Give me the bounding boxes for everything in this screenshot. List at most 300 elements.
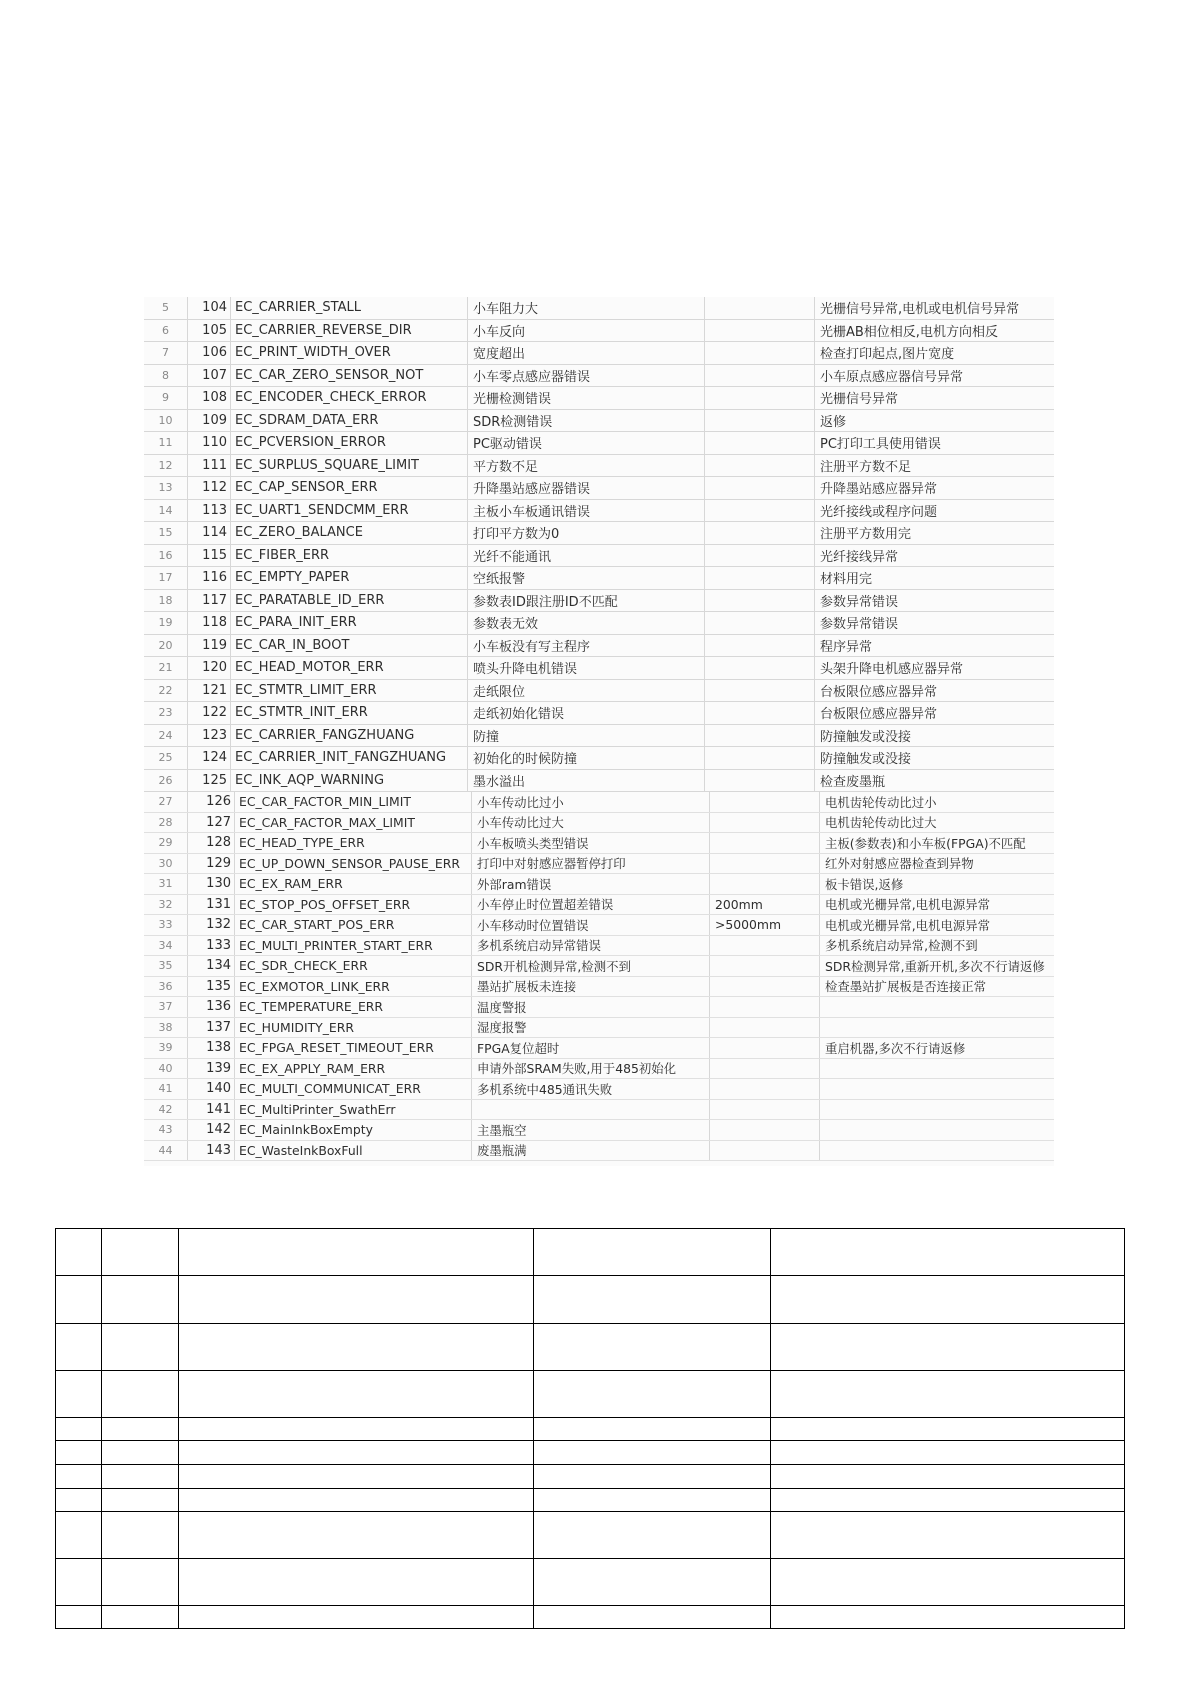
cell-solution: 光纤接线异常 [814, 545, 1054, 567]
cell-name: EC_HUMIDITY_ERR [234, 1018, 471, 1038]
cell-rn: 15 [144, 522, 188, 544]
empty-cell [56, 1276, 102, 1324]
cell-code: 106 [202, 345, 227, 361]
empty-cell [534, 1371, 771, 1418]
empty-cell [179, 1324, 534, 1371]
cell-desc: 光栅检测错误 [467, 387, 704, 409]
empty-cell [534, 1441, 771, 1465]
table-row [144, 500, 1054, 523]
cell-solution [819, 997, 1054, 1017]
cell-name: EC_EXMOTOR_LINK_ERR [234, 977, 471, 997]
empty-cell [56, 1418, 102, 1441]
cell-rn: 18 [144, 590, 188, 612]
cell-solution: 检查废墨瓶 [814, 770, 1054, 792]
empty-cell [179, 1418, 534, 1441]
cell-code: 105 [202, 322, 227, 338]
cell-code: 125 [202, 772, 227, 788]
cell-solution: 多机系统启动异常,检测不到 [819, 936, 1054, 956]
cell-name: EC_FPGA_RESET_TIMEOUT_ERR [234, 1038, 471, 1058]
cell-rn: 10 [144, 410, 188, 432]
cell-desc: 多机系统启动异常错误 [471, 936, 709, 956]
cell-solution: 程序异常 [814, 635, 1054, 657]
cell-desc: 走纸初始化错误 [467, 702, 704, 724]
cell-solution: 红外对射感应器检查到异物 [819, 854, 1054, 874]
cell-solution: 防撞触发或没接 [814, 725, 1054, 747]
cell-desc: SDR检测错误 [467, 410, 704, 432]
cell-solution: 注册平方数用完 [814, 522, 1054, 544]
empty-cell [771, 1489, 1125, 1512]
cell-name: EC_MainInkBoxEmpty [234, 1120, 471, 1140]
cell-name: EC_MultiPrinter_SwathErr [234, 1100, 471, 1120]
table-row [144, 1038, 1054, 1059]
table-row [144, 477, 1054, 500]
cell-desc: 打印平方数为0 [467, 522, 704, 544]
cell-solution: 电机齿轮传动比过大 [819, 813, 1054, 833]
cell-name: EC_SDRAM_DATA_ERR [230, 410, 467, 432]
cell-rn: 21 [144, 657, 188, 679]
cell-extra [709, 1059, 819, 1079]
cell-code: 116 [202, 570, 227, 586]
cell-extra: >5000mm [709, 915, 819, 935]
cell-extra [704, 657, 814, 679]
cell-desc: PC驱动错误 [467, 432, 704, 454]
cell-rn: 34 [144, 936, 188, 956]
table-row [144, 1120, 1054, 1141]
cell-code: 129 [206, 855, 231, 871]
cell-name: EC_CARRIER_STALL [230, 297, 467, 319]
cell-solution: 防撞触发或没接 [814, 747, 1054, 769]
empty-cell [102, 1229, 179, 1276]
empty-cell [771, 1559, 1125, 1606]
cell-code: 104 [202, 300, 227, 316]
cell-solution: 台板限位感应器异常 [814, 702, 1054, 724]
table-row [56, 1465, 1125, 1489]
cell-code: 118 [202, 615, 227, 631]
cell-rn: 38 [144, 1018, 188, 1038]
cell-extra: 200mm [709, 895, 819, 915]
empty-cell [771, 1606, 1125, 1629]
cell-solution: 光栅信号异常 [814, 387, 1054, 409]
cell-desc: 湿度报警 [471, 1018, 709, 1038]
cell-name: EC_PRINT_WIDTH_OVER [230, 342, 467, 364]
cell-desc: 喷头升降电机错误 [467, 657, 704, 679]
table-row [144, 590, 1054, 613]
cell-code: 141 [206, 1101, 231, 1117]
cell-solution: PC打印工具使用错误 [814, 432, 1054, 454]
cell-rn: 11 [144, 432, 188, 454]
cell-code: 109 [202, 412, 227, 428]
cell-extra [709, 936, 819, 956]
cell-code: 123 [202, 727, 227, 743]
cell-extra [709, 1100, 819, 1120]
empty-cell [56, 1465, 102, 1489]
cell-rn: 16 [144, 545, 188, 567]
cell-name: EC_PARATABLE_ID_ERR [230, 590, 467, 612]
empty-cell [56, 1441, 102, 1465]
empty-cell [771, 1324, 1125, 1371]
cell-name: EC_PARA_INIT_ERR [230, 612, 467, 634]
cell-extra [704, 567, 814, 589]
empty-cell [102, 1324, 179, 1371]
cell-rn: 37 [144, 997, 188, 1017]
cell-extra [704, 747, 814, 769]
table-row [144, 725, 1054, 748]
table-row [144, 956, 1054, 977]
cell-extra [709, 792, 819, 812]
cell-rn: 22 [144, 680, 188, 702]
table-row [144, 833, 1054, 854]
empty-cell [102, 1418, 179, 1441]
cell-extra [704, 432, 814, 454]
table-row [56, 1441, 1125, 1465]
cell-solution: 台板限位感应器异常 [814, 680, 1054, 702]
cell-name: EC_UART1_SENDCMM_ERR [230, 500, 467, 522]
table-row [144, 1059, 1054, 1080]
table-row [56, 1418, 1125, 1441]
empty-cell [534, 1324, 771, 1371]
cell-code: 124 [202, 750, 227, 766]
cell-rn: 35 [144, 956, 188, 976]
cell-code: 110 [202, 435, 227, 451]
empty-cell [534, 1418, 771, 1441]
cell-solution: 主板(参数表)和小车板(FPGA)不匹配 [819, 833, 1054, 853]
cell-code: 107 [202, 367, 227, 383]
cell-desc: 外部ram错误 [471, 874, 709, 894]
cell-extra [704, 770, 814, 792]
table-row [144, 342, 1054, 365]
cell-rn: 28 [144, 813, 188, 833]
empty-cell [771, 1441, 1125, 1465]
cell-desc: 平方数不足 [467, 455, 704, 477]
cell-rn: 41 [144, 1079, 188, 1099]
cell-code: 115 [202, 547, 227, 563]
cell-rn: 25 [144, 747, 188, 769]
cell-name: EC_ZERO_BALANCE [230, 522, 467, 544]
cell-extra [709, 1079, 819, 1099]
empty-cell [179, 1441, 534, 1465]
cell-extra [704, 365, 814, 387]
cell-desc: FPGA复位超时 [471, 1038, 709, 1058]
empty-cell [102, 1371, 179, 1418]
empty-cell [771, 1371, 1125, 1418]
cell-code: 131 [206, 896, 231, 912]
table-row [144, 432, 1054, 455]
empty-cell [179, 1606, 534, 1629]
cell-solution: 注册平方数不足 [814, 455, 1054, 477]
error-code-table-image [144, 297, 1054, 1166]
cell-extra [704, 612, 814, 634]
cell-solution: 检查打印起点,图片宽度 [814, 342, 1054, 364]
cell-code: 126 [206, 794, 231, 810]
cell-solution: 材料用完 [814, 567, 1054, 589]
table-row [144, 1018, 1054, 1039]
cell-code: 113 [202, 502, 227, 518]
cell-desc: 小车阻力大 [467, 297, 704, 319]
cell-extra [709, 997, 819, 1017]
cell-rn: 40 [144, 1059, 188, 1079]
table-row [144, 792, 1054, 813]
cell-solution: 光纤接线或程序问题 [814, 500, 1054, 522]
empty-cell [56, 1229, 102, 1276]
cell-code: 117 [202, 592, 227, 608]
empty-cell [56, 1324, 102, 1371]
cell-solution: 电机或光栅异常,电机电源异常 [819, 915, 1054, 935]
table-row [144, 702, 1054, 725]
table-row [144, 545, 1054, 568]
table-row [144, 936, 1054, 957]
cell-rn: 43 [144, 1120, 188, 1140]
cell-solution: 检查墨站扩展板是否连接正常 [819, 977, 1054, 997]
cell-solution: 参数异常错误 [814, 590, 1054, 612]
cell-extra [709, 1141, 819, 1161]
cell-desc: 小车传动比过大 [471, 813, 709, 833]
cell-rn: 39 [144, 1038, 188, 1058]
cell-desc: 小车板没有写主程序 [467, 635, 704, 657]
cell-rn: 33 [144, 915, 188, 935]
cell-solution: 小车原点感应器信号异常 [814, 365, 1054, 387]
empty-cell [102, 1606, 179, 1629]
cell-extra [709, 1120, 819, 1140]
cell-desc: 墨站扩展板未连接 [471, 977, 709, 997]
cell-rn: 26 [144, 770, 188, 792]
cell-extra [704, 590, 814, 612]
cell-desc: 主墨瓶空 [471, 1120, 709, 1140]
table-row [144, 770, 1054, 793]
cell-desc: 申请外部SRAM失败,用于485初始化 [471, 1059, 709, 1079]
empty-cell [771, 1276, 1125, 1324]
cell-solution [819, 1120, 1054, 1140]
cell-code: 112 [202, 480, 227, 496]
cell-solution: 电机齿轮传动比过小 [819, 792, 1054, 812]
table-row [144, 895, 1054, 916]
cell-extra [704, 455, 814, 477]
cell-code: 140 [206, 1081, 231, 1097]
cell-solution: 头架升降电机感应器异常 [814, 657, 1054, 679]
cell-solution: 电机或光栅异常,电机电源异常 [819, 895, 1054, 915]
cell-name: EC_ENCODER_CHECK_ERROR [230, 387, 467, 409]
table-row [144, 297, 1054, 320]
cell-name: EC_INK_AQP_WARNING [230, 770, 467, 792]
cell-name: EC_STOP_POS_OFFSET_ERR [234, 895, 471, 915]
cell-desc: 打印中对射感应器暂停打印 [471, 854, 709, 874]
cell-name: EC_SURPLUS_SQUARE_LIMIT [230, 455, 467, 477]
cell-name: EC_CARRIER_REVERSE_DIR [230, 320, 467, 342]
cell-solution [819, 1079, 1054, 1099]
cell-solution [819, 1059, 1054, 1079]
cell-code: 128 [206, 835, 231, 851]
empty-cell [102, 1276, 179, 1324]
cell-rn: 19 [144, 612, 188, 634]
empty-cell [56, 1559, 102, 1606]
cell-rn: 31 [144, 874, 188, 894]
cell-code: 121 [202, 682, 227, 698]
cell-code: 139 [206, 1060, 231, 1076]
empty-cell [56, 1489, 102, 1512]
cell-extra [704, 545, 814, 567]
cell-desc: 小车移动时位置错误 [471, 915, 709, 935]
cell-name: EC_CAR_IN_BOOT [230, 635, 467, 657]
empty-cell [534, 1465, 771, 1489]
cell-desc: 温度警报 [471, 997, 709, 1017]
cell-desc: 墨水溢出 [467, 770, 704, 792]
cell-desc: 多机系统中485通讯失败 [471, 1079, 709, 1099]
cell-extra [709, 874, 819, 894]
cell-solution [819, 1018, 1054, 1038]
cell-name: EC_UP_DOWN_SENSOR_PAUSE_ERR [234, 854, 471, 874]
cell-name: EC_CAR_FACTOR_MIN_LIMIT [234, 792, 471, 812]
table-row [56, 1512, 1125, 1559]
cell-desc: 走纸限位 [467, 680, 704, 702]
empty-cell [179, 1276, 534, 1324]
cell-desc: 小车零点感应器错误 [467, 365, 704, 387]
table-row [144, 977, 1054, 998]
cell-name: EC_EMPTY_PAPER [230, 567, 467, 589]
cell-name: EC_MULTI_PRINTER_START_ERR [234, 936, 471, 956]
cell-name: EC_FIBER_ERR [230, 545, 467, 567]
cell-desc: 光纤不能通讯 [467, 545, 704, 567]
cell-name: EC_CAR_FACTOR_MAX_LIMIT [234, 813, 471, 833]
cell-code: 138 [206, 1040, 231, 1056]
cell-desc: 参数表无效 [467, 612, 704, 634]
empty-cell [56, 1606, 102, 1629]
cell-rn: 29 [144, 833, 188, 853]
cell-desc: 宽度超出 [467, 342, 704, 364]
cell-desc: 空纸报警 [467, 567, 704, 589]
cell-name: EC_TEMPERATURE_ERR [234, 997, 471, 1017]
table-row [144, 1079, 1054, 1100]
cell-name: EC_SDR_CHECK_ERR [234, 956, 471, 976]
table-row [144, 567, 1054, 590]
cell-rn: 17 [144, 567, 188, 589]
table-row [144, 320, 1054, 343]
cell-rn: 23 [144, 702, 188, 724]
cell-name: EC_CAP_SENSOR_ERR [230, 477, 467, 499]
cell-code: 142 [206, 1122, 231, 1138]
cell-code: 108 [202, 390, 227, 406]
cell-rn: 44 [144, 1141, 188, 1161]
empty-cell [771, 1512, 1125, 1559]
cell-rn: 8 [144, 365, 188, 387]
cell-extra [704, 297, 814, 319]
cell-desc: 升降墨站感应器错误 [467, 477, 704, 499]
empty-cell [771, 1229, 1125, 1276]
cell-code: 132 [206, 917, 231, 933]
cell-rn: 20 [144, 635, 188, 657]
cell-code: 137 [206, 1019, 231, 1035]
table-row [144, 410, 1054, 433]
cell-solution: 升降墨站感应器异常 [814, 477, 1054, 499]
cell-extra [709, 854, 819, 874]
cell-name: EC_HEAD_MOTOR_ERR [230, 657, 467, 679]
cell-desc: 初始化的时候防撞 [467, 747, 704, 769]
cell-name: EC_EX_APPLY_RAM_ERR [234, 1059, 471, 1079]
cell-rn: 27 [144, 792, 188, 812]
cell-rn: 30 [144, 854, 188, 874]
empty-cell [534, 1276, 771, 1324]
empty-cell [102, 1441, 179, 1465]
cell-extra [704, 522, 814, 544]
cell-extra [704, 387, 814, 409]
table-row [144, 813, 1054, 834]
cell-code: 114 [202, 525, 227, 541]
cell-solution: SDR检测异常,重新开机,多次不行请返修 [819, 956, 1054, 976]
empty-cell [534, 1229, 771, 1276]
cell-code: 120 [202, 660, 227, 676]
empty-cell [102, 1465, 179, 1489]
cell-extra [709, 1018, 819, 1038]
table-row [56, 1489, 1125, 1512]
empty-cell [771, 1465, 1125, 1489]
table-row [144, 1100, 1054, 1121]
cell-desc: 参数表ID跟注册ID不匹配 [467, 590, 704, 612]
empty-cell [56, 1371, 102, 1418]
cell-name: EC_STMTR_INIT_ERR [230, 702, 467, 724]
empty-cell [102, 1559, 179, 1606]
cell-desc: 废墨瓶满 [471, 1141, 709, 1161]
cell-code: 135 [206, 978, 231, 994]
table-row [144, 997, 1054, 1018]
cell-desc [471, 1100, 709, 1120]
cell-extra [704, 320, 814, 342]
cell-extra [704, 342, 814, 364]
cell-name: EC_CAR_START_POS_ERR [234, 915, 471, 935]
cell-rn: 5 [144, 297, 188, 319]
cell-rn: 6 [144, 320, 188, 342]
table-row [144, 612, 1054, 635]
cell-extra [709, 956, 819, 976]
cell-extra [704, 680, 814, 702]
cell-name: EC_CARRIER_FANGZHUANG [230, 725, 467, 747]
cell-rn: 42 [144, 1100, 188, 1120]
cell-desc: 小车传动比过小 [471, 792, 709, 812]
cell-solution: 返修 [814, 410, 1054, 432]
cell-solution: 板卡错误,返修 [819, 874, 1054, 894]
cell-desc: 小车停止时位置超差错误 [471, 895, 709, 915]
empty-table [55, 1228, 1125, 1629]
cell-name: EC_WasteInkBoxFull [234, 1141, 471, 1161]
cell-solution: 光栅信号异常,电机或电机信号异常 [814, 297, 1054, 319]
table-row [144, 455, 1054, 478]
empty-cell [179, 1371, 534, 1418]
cell-solution [819, 1141, 1054, 1161]
cell-extra [704, 725, 814, 747]
cell-code: 134 [206, 958, 231, 974]
cell-name: EC_STMTR_LIMIT_ERR [230, 680, 467, 702]
empty-cell [179, 1465, 534, 1489]
cell-extra [704, 500, 814, 522]
table-row [144, 915, 1054, 936]
cell-solution: 参数异常错误 [814, 612, 1054, 634]
table-row [144, 387, 1054, 410]
empty-cell [102, 1489, 179, 1512]
cell-extra [704, 702, 814, 724]
table-row [144, 747, 1054, 770]
cell-desc: 小车反向 [467, 320, 704, 342]
cell-code: 133 [206, 937, 231, 953]
cell-rn: 36 [144, 977, 188, 997]
table-row [144, 365, 1054, 388]
cell-desc: 防撞 [467, 725, 704, 747]
empty-cell [102, 1512, 179, 1559]
table-row [56, 1371, 1125, 1418]
cell-rn: 32 [144, 895, 188, 915]
cell-code: 136 [206, 999, 231, 1015]
cell-name: EC_PCVERSION_ERROR [230, 432, 467, 454]
table-row [56, 1559, 1125, 1606]
cell-extra [704, 477, 814, 499]
empty-cell [534, 1489, 771, 1512]
cell-rn: 14 [144, 500, 188, 522]
